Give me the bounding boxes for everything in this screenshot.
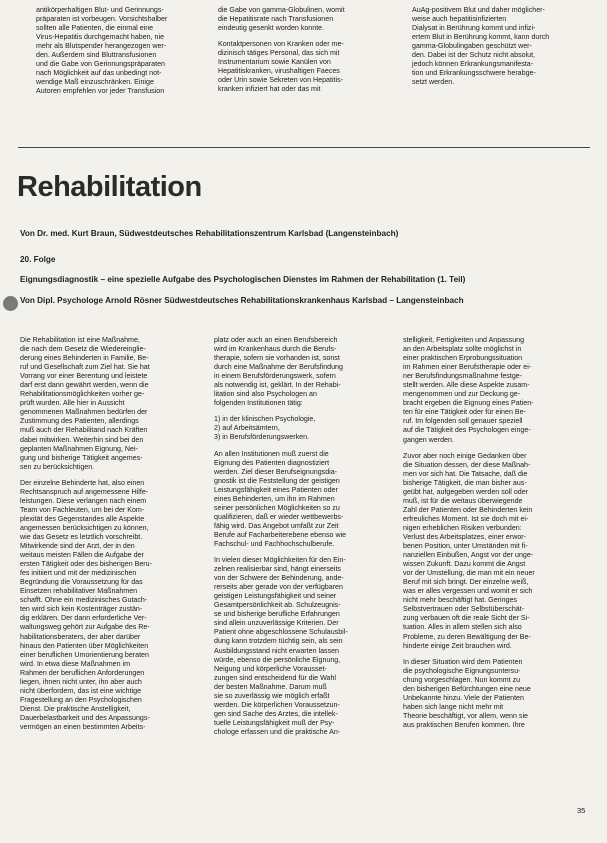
text-line: se und bisherige berufliche Erfahrungen [214, 610, 340, 619]
text-line: dig erklären. Der dann erforderliche Ver- [20, 614, 147, 623]
top-column-left [36, 6, 194, 96]
text-line: vermögen an einen bestimmten Arbeits- [20, 722, 146, 731]
text-line: ruf. Im folgenden soll genauer speziell [403, 417, 523, 426]
text-line: wissen Zukunft. Dazu kommt die Angst [403, 560, 526, 569]
text-line: Dauerbelastbarkeit und des Anpassungs- [20, 713, 150, 722]
text-line: platz oder auch an einen Berufsbereich [214, 336, 338, 344]
text-line: im Rahmen einer Berufstherapie oder ei- [403, 363, 532, 372]
text-line: Zustimmung des Patienten, allerdings [20, 417, 139, 426]
text-line: einer beruflichen Umorientierung beraten [20, 650, 149, 659]
text-line: zungen sind entscheidend für die Wahl [214, 673, 336, 682]
text-line: vor der Umstellung, die man mit ein neuer [403, 569, 535, 578]
text-line: chologe erfassen und die praktische An- [214, 727, 341, 736]
text-line: In vielen dieser Möglichkeiten für den Ein- [214, 556, 346, 565]
text-line: ertem Blut in Berührung kommt, kann durch [412, 33, 550, 42]
text-line: An allen Institutionen muß zuerst die [214, 449, 329, 458]
text-line: den. Außerdem sind Bluttransfusionen [36, 51, 157, 60]
text-line: nicht überfordern, das ist eine wichtige [20, 686, 142, 695]
text-line: wird im Krankenhaus durch die Berufs- [214, 345, 337, 354]
text-line: bracht ergeben die Eignung eines Patien- [403, 399, 534, 408]
text-line: 2) auf Arbeitsämtern, [214, 424, 280, 433]
text-line: waltungsweg gehört zur Aufgabe des Re- [20, 623, 150, 632]
author-byline: Von Dr. med. Kurt Braun, Südwestdeutsches Rehabilitationszentrum Karlsbad (Langensteinbach) [20, 229, 399, 238]
text-line: gen sind Sache des Arztes, die intellek- [214, 709, 338, 718]
text-line: Zahl der Patienten oder Behinderten kein [403, 505, 533, 514]
text-line: hinaus den Patienten über Möglichkeiten [20, 641, 149, 650]
text-line: was er alles vergessen und womit er sich [403, 587, 533, 596]
text-line: Rehabilitationsmöglichkeiten vorher ge- [20, 390, 145, 399]
body-column-right [403, 336, 586, 730]
article-subtitle: Eignungsdiagnostik – eine spezielle Aufgabe des Psychologischen Dienstes im Rahmen der Rehabilitation (1. Teil) [20, 275, 466, 284]
text-line: chung vorgeschlagen. Nun kommt zu [403, 675, 521, 684]
text-line: gung und bisherige Tätigkeit angemes- [20, 453, 143, 462]
text-line: die Situation dessen, der diese Maßnah- [403, 460, 531, 469]
page-number: 35 [577, 806, 586, 815]
text-line: nanziellen Einbußen, Angst vor der unge- [403, 551, 534, 560]
text-line: wird. In etwa diese Maßnahmen im [20, 659, 130, 668]
text-line: oder Urin sowie Sekreten von Hepatitis- [218, 76, 343, 85]
text-line: und die Gabe von Gerinnungspräparaten [36, 60, 165, 69]
text-line: Dienst. Die praktische Anstelligkeit, [20, 704, 131, 713]
text-line: Einsetzen rehabilitativer Maßnahmen [20, 587, 138, 596]
text-line: Virus-Hepatitis durchgemacht haben, nie [36, 33, 165, 42]
text-line: mehr als Blutspender herangezogen wer- [36, 42, 167, 51]
text-line: die psychologische Eignungsuntersu- [403, 666, 521, 675]
text-line: würde, ebenso die persönliche Eignung, [214, 655, 341, 664]
text-line: dung kann trotzdem tüchtig sein, als sein [214, 637, 343, 646]
text-line: antikörperhaltigen Blut- und Gerinnungs- [36, 6, 164, 14]
text-line: Selbstvertrauen oder Selbstüberschät- [403, 605, 525, 614]
text-line: die Hepatitisrate nach Transfusionen [218, 15, 334, 24]
text-line: nigen erheblichen Risiken verbunden: [403, 523, 522, 532]
text-line: sollten alle Patienten, die einmal eine [36, 24, 154, 33]
text-line: nach Möglichkeit auf das unbedingt not- [36, 69, 162, 78]
text-line: Begründung die Voraussetzung für das [20, 578, 143, 587]
text-line: wie das Gesetz es letztlich vorschreibt. [20, 532, 143, 541]
text-line: Berufe auf Facharbeiterebene ebenso wie [214, 530, 347, 539]
text-line: werden. Ziel dieser Berufseignungsdia- [214, 467, 338, 476]
text-line: men vor sich hat. Die Tatsache, daß die [403, 469, 528, 478]
text-line: weise auch hepatitisinfizierten [412, 15, 507, 24]
text-line: sind allein unzuverlässige Kriterien. Der [214, 619, 339, 628]
text-line: 3) in Berufsförderungswerken. [214, 433, 310, 442]
text-line: leistungen. Diese verlangen nach einem [20, 496, 147, 505]
text-line: habilitationsberaters, der aber darüber [20, 632, 141, 641]
text-line: Verlust des Arbeitsplatzes, einer erwor- [403, 532, 527, 541]
text-line: geistigen Leistungsfähigkeit und seiner [214, 592, 337, 601]
text-line: jedoch können Erkrankungsmanifesta- [412, 60, 534, 69]
text-line: wendige Maß einzuschränken. Einige [36, 78, 154, 87]
text-line: angemessen berücksichtigen zu können, [20, 523, 149, 532]
text-line: aus praktischen Berufen kommen. Ihre [403, 720, 525, 729]
text-line: einer praktischen Erprobungssituation [403, 354, 523, 363]
text-line: Mitwirkende sind der Arzt, der in den [20, 542, 135, 551]
text-line: Instrumentarium sowie Kanülen von [218, 58, 331, 67]
text-line: ruf und Gesellschaft zum Ziel hat. Sie hat [20, 363, 150, 372]
text-line: Dialysat in Berührung kommt und infizi- [412, 24, 536, 33]
text-line: gnostik ist die Feststellung der geistigen [214, 476, 340, 485]
text-line: Vorrang vor einer Berentung und leistete [20, 372, 148, 381]
text-line: Fachschul- und Fachhochschulberufe. [214, 539, 335, 548]
text-line: derung eines Behinderten in Familie, Be- [20, 354, 149, 363]
text-line: auf die Tätigkeit des Psychologen einge- [403, 426, 531, 435]
text-line: Unbekannte hinzu. Viele der Patienten [403, 693, 524, 702]
text-line: mengenommen und zur Deckung ge- [403, 390, 521, 399]
text-line: Rechtsanspruch auf angemessene Hilfe- [20, 487, 149, 496]
text-line: therapie, sofern sie vorhanden ist, sonst [214, 354, 340, 363]
text-line: der besten Maßnahme. Darum muß [214, 682, 327, 691]
text-line: ten wird sich kein Kostenträger zustän- [20, 605, 143, 614]
text-line: durch eine Maßnahme der Berufsfindung [214, 363, 343, 372]
text-line: qualifizieren, daß er wieder wettbewerbs- [214, 512, 344, 521]
text-line: zelnen realisierbar sind, hängt einerseits [214, 565, 341, 574]
text-line: 1) in der klinischen Psychologie, [214, 415, 316, 424]
text-line: weitaus meisten Fällen die Aufgabe der [20, 551, 144, 560]
text-line: Autoren empfehlen vor jeder Transfusion [36, 87, 165, 96]
text-line: den bisherigen Befürchtungen eine neue [403, 684, 531, 693]
text-line: Ausbildungsstand nicht erwarten lassen [214, 646, 340, 655]
text-line: nicht mehr beschäftigt hat. Geringes [403, 596, 517, 605]
series-part: 20. Folge [20, 255, 56, 264]
text-line: ner Berufsfindungsmaßnahme festge- [403, 372, 523, 381]
text-line: schafft. Ohne ein medizinisches Gutach- [20, 596, 148, 605]
section-divider [18, 147, 590, 148]
text-line: ersten Tätigkeit oder des bisherigen Beru- [20, 560, 152, 569]
text-line: gangen werden. [403, 435, 454, 444]
text-line: Patient ohne abgeschlossene Schulausbil- [214, 628, 348, 637]
text-line: den. Dabei ist der Schutz nicht absolut, [412, 51, 536, 60]
text-line: Probleme, zu deren Bewältigung der Be- [403, 632, 531, 641]
text-line: AuAg-positivem Blut und daher möglicher- [412, 6, 545, 14]
text-line: rerseits aber gerade von der verfügbaren [214, 583, 343, 592]
text-line: litation sind also Psychologen an [214, 390, 317, 399]
text-line: Theorie beschäftigt, vor allem, wenn sie [403, 711, 528, 720]
text-line: fähig wird. Das Angebot umfaßt zur Zeit [214, 521, 339, 530]
text-line: plexität des Gegenstandes alle Aspekte [20, 514, 145, 523]
text-line: an den Arbeitsplatz sollte möglichst in [403, 345, 522, 354]
text-line: gamma-Globulingaben geschützt wer- [412, 42, 532, 51]
text-line: dabei mitwirken. Weiterhin sind bei den [20, 435, 144, 444]
text-line: präparaten ist vorbeugen. Vorsichtshalber [36, 15, 168, 24]
text-line: liegen, ihnen nicht unter, ihn aber auch [20, 677, 142, 686]
text-line: fes initiiert und mit der medizinischen [20, 569, 137, 578]
text-line: dizinisch tätiges Personal, das sich mit [218, 49, 340, 58]
text-line: muß auch der Rehabilitand nach Kräften [20, 426, 148, 435]
top-column-right [412, 6, 575, 87]
text-line: Fragestellung an den Psychologischen [20, 695, 142, 704]
text-line: stellt werden. Alle diese Aspekte zusam- [403, 381, 530, 390]
text-line: tuelle Leistungsfähigkeit muß der Psy- [214, 718, 335, 727]
text-line: Beruf mit sich bringt. Der einzelne weiß, [403, 578, 529, 587]
text-line: setzt werden. [412, 78, 455, 87]
text-line: stelligkeit, Fertigkeiten und Anpassung [403, 336, 525, 344]
text-line: erfreuliches Moment. Ist sie doch mit ei- [403, 514, 529, 523]
text-line: Hepatitiskranken, virushaltigen Faeces [218, 67, 340, 76]
text-line: als notwendig ist, geklärt. In der Rehabi- [214, 381, 341, 390]
article-title: Rehabilitation [17, 171, 202, 203]
text-line: folgenden Institutionen tätig: [214, 399, 303, 408]
text-line: haben sich lange nicht mehr mit [403, 702, 504, 711]
text-line: tuation. Alles in allem stellen sich also [403, 623, 522, 632]
text-line: in einem Berufsförderungswerk, sofern [214, 372, 336, 381]
text-line: darf erst dann gewährt werden, wenn die [20, 381, 149, 390]
text-line: sie so zuverlässig wie möglich erfaßt [214, 691, 330, 700]
text-line: sen zu berücksichtigen. [20, 462, 95, 471]
secondary-byline: Von Dipl. Psychologe Arnold Rösner Südwestdeutsches Rehabilitationskrankenhaus Karlsbad – Langensteinbach [20, 296, 464, 305]
text-line: Eignung des Patienten diagnostiziert [214, 458, 330, 467]
text-line: Der einzelne Behinderte hat, also einen [20, 478, 145, 487]
text-line: Leistungsfähigkeit eines Patienten oder [214, 485, 338, 494]
text-line: Kontaktpersonen von Kranken oder me- [218, 40, 344, 49]
text-line: bisherige Tätigkeit, die man bisher aus- [403, 478, 527, 487]
text-line: kranken infiziert hat oder das mit [218, 85, 321, 94]
text-line: eines Behinderten, um ihn im Rahmen [214, 494, 335, 503]
text-line: tion und Erkrankungsschwere herabge- [412, 69, 536, 78]
text-line: geplanten Maßnahmen Eignung, Nei- [20, 444, 138, 453]
text-line: Zuvor aber noch einige Gedanken über [403, 451, 527, 460]
text-line: muß, ist für die weitaus überwiegende [403, 496, 523, 505]
text-line: von der Schwere der Behinderung, ande- [214, 574, 344, 583]
body-column-middle [214, 336, 388, 737]
top-column-middle [218, 6, 390, 94]
text-line: prüft wurden. Alle hier in Aussicht [20, 399, 125, 408]
text-line: Rahmen der beruflichen Anforderungen [20, 668, 145, 677]
text-line: hinderte einige Zeit brauchen wird. [403, 641, 512, 650]
text-line: Team von Fachleuten, um bei der Kom- [20, 505, 145, 514]
text-line: Die Rehabilitation ist eine Maßnahme, [20, 336, 140, 344]
text-line: genommenen Maßnahmen bedürfen der [20, 408, 148, 417]
text-line: werden. Die körperlichen Voraussetzun- [214, 700, 340, 709]
text-line: benen Position, unter Umständen mit fi- [403, 542, 528, 551]
text-line: geübt hat, aufgegeben werden soll oder [403, 487, 529, 496]
text-line: In dieser Situation wird dem Patienten [403, 657, 523, 666]
text-line: die nach dem Gesetz die Wiedereinglie- [20, 345, 146, 354]
text-line: eindeutig gesenkt worden konnte. [218, 24, 325, 33]
text-line: ten für eine Tätigkeit oder für einen Be- [403, 408, 526, 417]
body-column-left [20, 336, 190, 732]
text-line: Neigung und körperliche Vorausset- [214, 664, 327, 673]
punch-hole [3, 296, 18, 311]
text-line: Gesamtpersönlichkeit ab. Schulzeugnis- [214, 601, 341, 610]
text-line: die Gabe von gamma-Globulinen, womit [218, 6, 345, 14]
text-line: zung verbauen oft die reale Sicht der Si- [403, 614, 530, 623]
text-line: seiner persönlichen Möglichkeiten so zu [214, 503, 340, 512]
